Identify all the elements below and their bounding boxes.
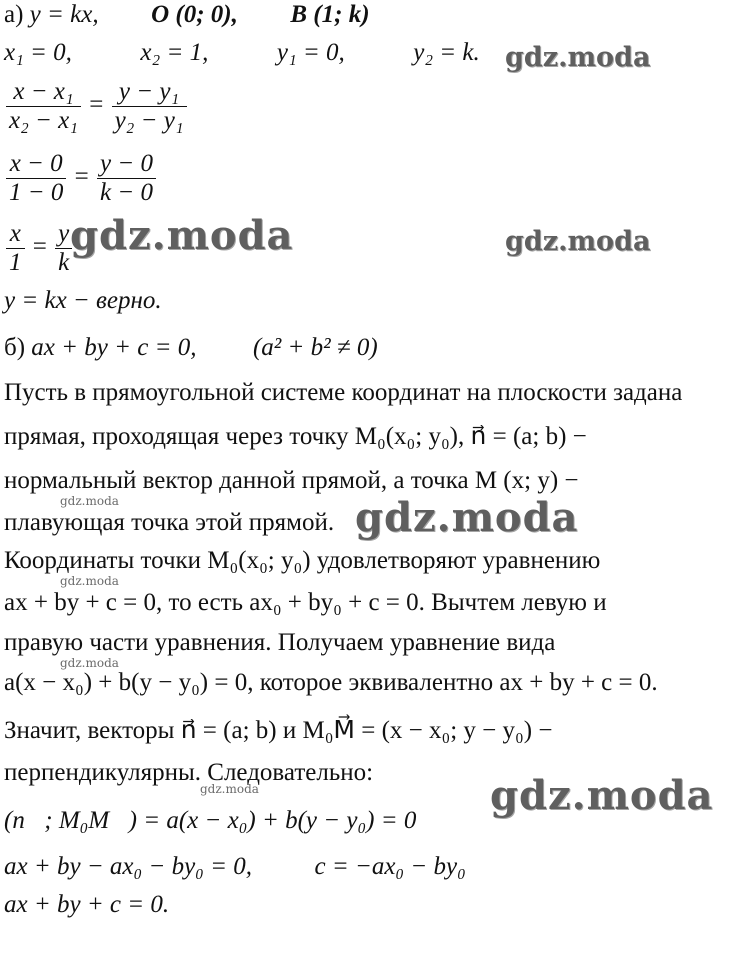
coord-y2: y₂ = k. [413,39,480,66]
watermark: gdz.moda [490,772,714,819]
text-line-9: Значит, векторы n⃗ = (a; b) и M₀M⃗ = (x − x₀; y − y₀) − [4,717,553,744]
fraction-left: $\frac{x - 0}{1 - 0}$ [6,150,66,207]
fraction-equation-3: $\frac{x}{1}$ = $\frac{y}{k}$ [4,220,74,277]
text-line-1: Пусть в прямоугольной системе координат на плоскости задана [4,379,683,406]
text-line-6: ax + by + c = 0, то есть ax₀ + by₀ + c = 0. Вычтем левую и [4,589,607,616]
coord-x2: x₂ = 1, [140,39,209,66]
watermark: gdz.moda [355,494,579,541]
text-line-12-right: c = −ax₀ − by₀ [314,853,466,880]
watermark: gdz.moda [60,494,119,508]
text-line-12 [4,852,466,882]
text-line-12-left: ax + by − ax₀ − by₀ = 0, [4,853,252,880]
part-b-label: б) [4,334,26,361]
watermark: gdz.moda [60,656,119,670]
fraction-right: $\frac{y - 0}{k - 0}$ [97,150,156,207]
fraction-right: $\frac{\text{y − y₁}}{\text{y₂ − y₁}}$ [112,78,187,135]
fraction-left: $\frac{\text{x − x₁}}{\text{x₂ − x₁}}$ [6,78,81,135]
text-line-7: правую части уравнения. Получаем уравнение вида [4,629,556,656]
point-b: B (1; k) [290,1,370,28]
watermark: gdz.moda [200,782,259,796]
text-line-5: Координаты точки M₀(x₀; y₀) удовлетворяют уравнению [4,547,601,574]
fraction-equation-1: $\frac{\text{x − x₁}}{\text{x₂ − x₁}}$ = $\frac{\text{y − y₁}}{\text{y₂ − y₁}}$ [4,78,189,135]
text-line-4: плавующая точка этой прямой. [4,509,335,536]
fraction-equation-2: $\frac{x - 0}{1 - 0}$ = $\frac{y - 0}{k - 0}$ [4,150,158,207]
part-a-line [4,0,370,30]
part-b-condition: (a² + b² ≠ 0) [252,334,378,361]
part-b-line [4,333,378,363]
text-line-8: a(x − x₀) + b(y − y₀) = 0, которое эквивалентно ax + by + c = 0. [4,669,658,696]
text-line-13: ax + by + c = 0. [4,891,170,918]
text-line-11: (n⃗; M₀M⃗) = a(x − x₀) + b(y − y₀) = 0 [4,807,417,834]
watermark: gdz.moda [505,226,651,257]
coords-line [4,38,480,68]
watermark: gdz.moda [505,42,651,73]
watermark: gdz.moda [70,212,294,259]
fraction-right: $\frac{y}{k}$ [55,220,72,277]
part-b-equation: ax + by + c = 0, [31,334,197,361]
fraction-left: $\frac{x}{1}$ [6,220,25,277]
point-o: O (0; 0), [151,1,238,28]
verdict-line: y = kx − верно. [4,287,162,314]
part-a-equation: y = kx, [29,1,99,28]
coord-y1: y₁ = 0, [276,39,345,66]
text-line-3: нормальный вектор данной прямой, а точка M (x; y) − [4,467,579,494]
part-a-label: а) [4,1,24,28]
text-line-2: прямая, проходящая через точку M₀(x₀; y₀), n⃗ = (a; b) − [4,423,587,450]
watermark: gdz.moda [60,574,119,588]
coord-x1: x₁ = 0, [4,39,72,66]
text-line-10: перпендикулярны. Следовательно: [4,759,374,786]
